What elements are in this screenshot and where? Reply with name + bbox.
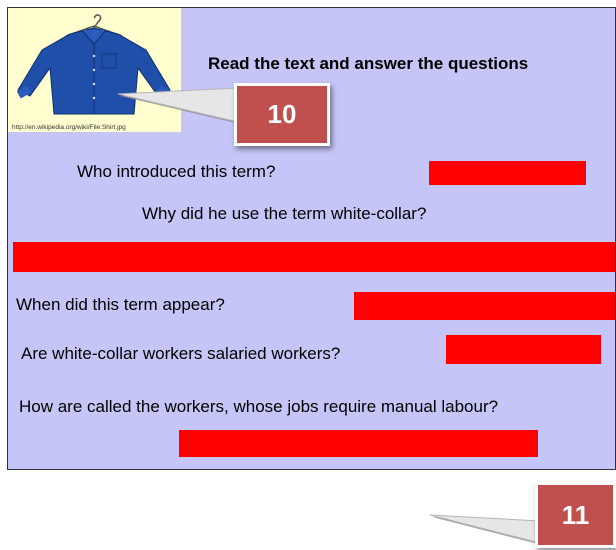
photo-credit[interactable]: http://en.wikipedia.org/wiki/File:Shirt.jpg: [12, 124, 126, 131]
answer-field-3[interactable]: [354, 292, 616, 320]
slide: [7, 7, 616, 470]
answer-field-2[interactable]: [13, 242, 616, 272]
callout-pointer-icon: [118, 82, 248, 142]
callout-pointer-icon: [430, 505, 550, 550]
answer-field-5[interactable]: [179, 430, 538, 457]
answer-field-4[interactable]: [446, 335, 601, 364]
question-3: When did this term appear?: [16, 295, 225, 314]
slide-title: Read the text and answer the questions: [208, 54, 529, 73]
answer-field-1[interactable]: [429, 161, 586, 185]
question-4: Are white-collar workers salaried workers?: [21, 344, 341, 363]
callout-badge-10: 10: [234, 83, 330, 146]
question-1: Who introduced this term?: [77, 162, 276, 181]
question-2: Why did he use the term white-collar?: [142, 204, 427, 223]
question-5: How are called the workers, whose jobs require manual labour?: [19, 397, 499, 416]
callout-badge-11: 11: [535, 482, 616, 548]
